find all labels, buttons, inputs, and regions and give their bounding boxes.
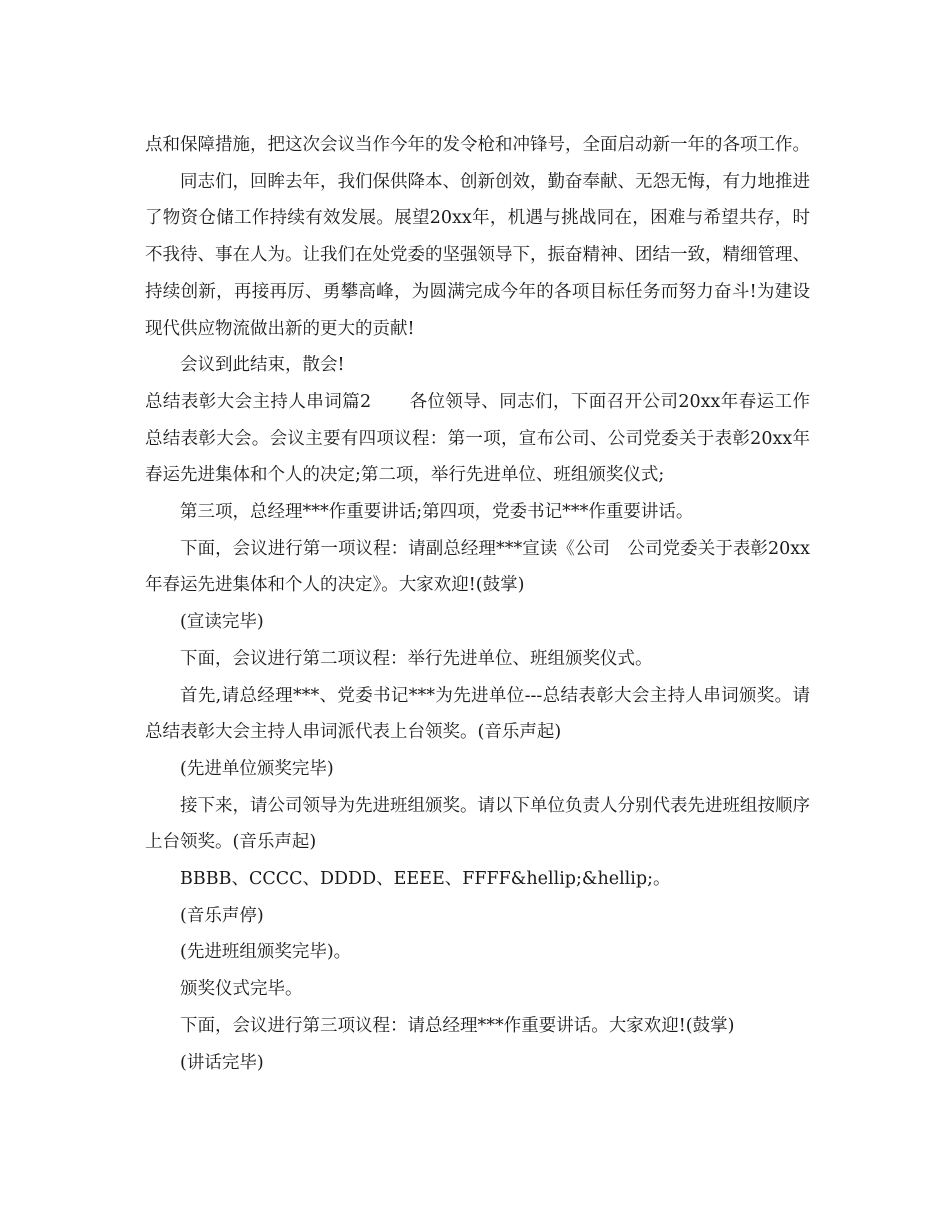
paragraph: 第三项，总经理***作重要讲话;第四项，党委书记***作重要讲话。 [180,502,694,523]
paragraph: (讲话完毕) [180,1052,264,1073]
paragraph: 首先,请总经理***、党委书记***为先进单位---总结表彰大会主持人串词颁奖。请总结表彰大会主持人串词派代表上台领奖。(音乐声起) [145,685,810,743]
section-paragraph [145,384,810,494]
paragraph: (先进班组颁奖完毕)。 [180,942,352,963]
paragraph: (音乐声停) [180,905,264,926]
paragraph: 颁奖仪式完毕。 [180,979,303,1000]
document-body [145,127,810,1081]
paragraph: 下面，会议进行第三项议程：请总经理***作重要讲话。大家欢迎!(鼓掌) [180,1015,735,1036]
paragraph: 接下来，请公司领导为先进班组颁奖。请以下单位负责人分别代表先进班组按顺序上台领奖。(音乐声起) [145,795,810,853]
section-title: 总结表彰大会主持人串词篇2 [145,391,372,412]
paragraph: 下面，会议进行第二项议程：举行先进单位、班组颁奖仪式。 [180,648,653,669]
paragraph: (宣读完毕) [180,612,264,633]
paragraph: 点和保障措施，把这次会议当作今年的发令枪和冲锋号，全面启动新一年的各项工作。 [145,135,810,155]
paragraph: 下面，会议进行第一项议程：请副总经理***宣读《公司 公司党委关于表彰20xx年春运先进集体和个人的决定》。大家欢迎!(鼓掌) [145,538,810,596]
paragraph: (先进单位颁奖完毕) [180,758,334,779]
paragraph: BBBB、CCCC、DDDD、EEEE、FFFF&hellip;&hellip;。 [180,869,671,890]
paragraph: 会议到此结束，散会! [180,355,345,376]
section-intro: 各位领导、同志们，下面召开公司20xx年春运工作总结表彰大会。会议主要有四项议程：第一项，宣布公司、公司党委关于表彰20xx年春运先进集体和个人的决定;第二项，举行先进单位、班组颁奖仪式; [145,391,810,486]
paragraph: 同志们，回眸去年，我们保供降本、创新创效，勤奋奉献、无怨无悔，有力地推进了物资仓储工作持续有效发展。展望20xx年，机遇与挑战同在，困难与希望共存，时不我待、事在人为。让我们在处党委的坚强领导下，振奋精神、团结一致，精细管理、持续创新，再接再厉、勇攀高峰，为圆满完成今年的各项目标任务而努力奋斗!为建设现代供应物流做出新的更大的贡献! [145,171,810,339]
